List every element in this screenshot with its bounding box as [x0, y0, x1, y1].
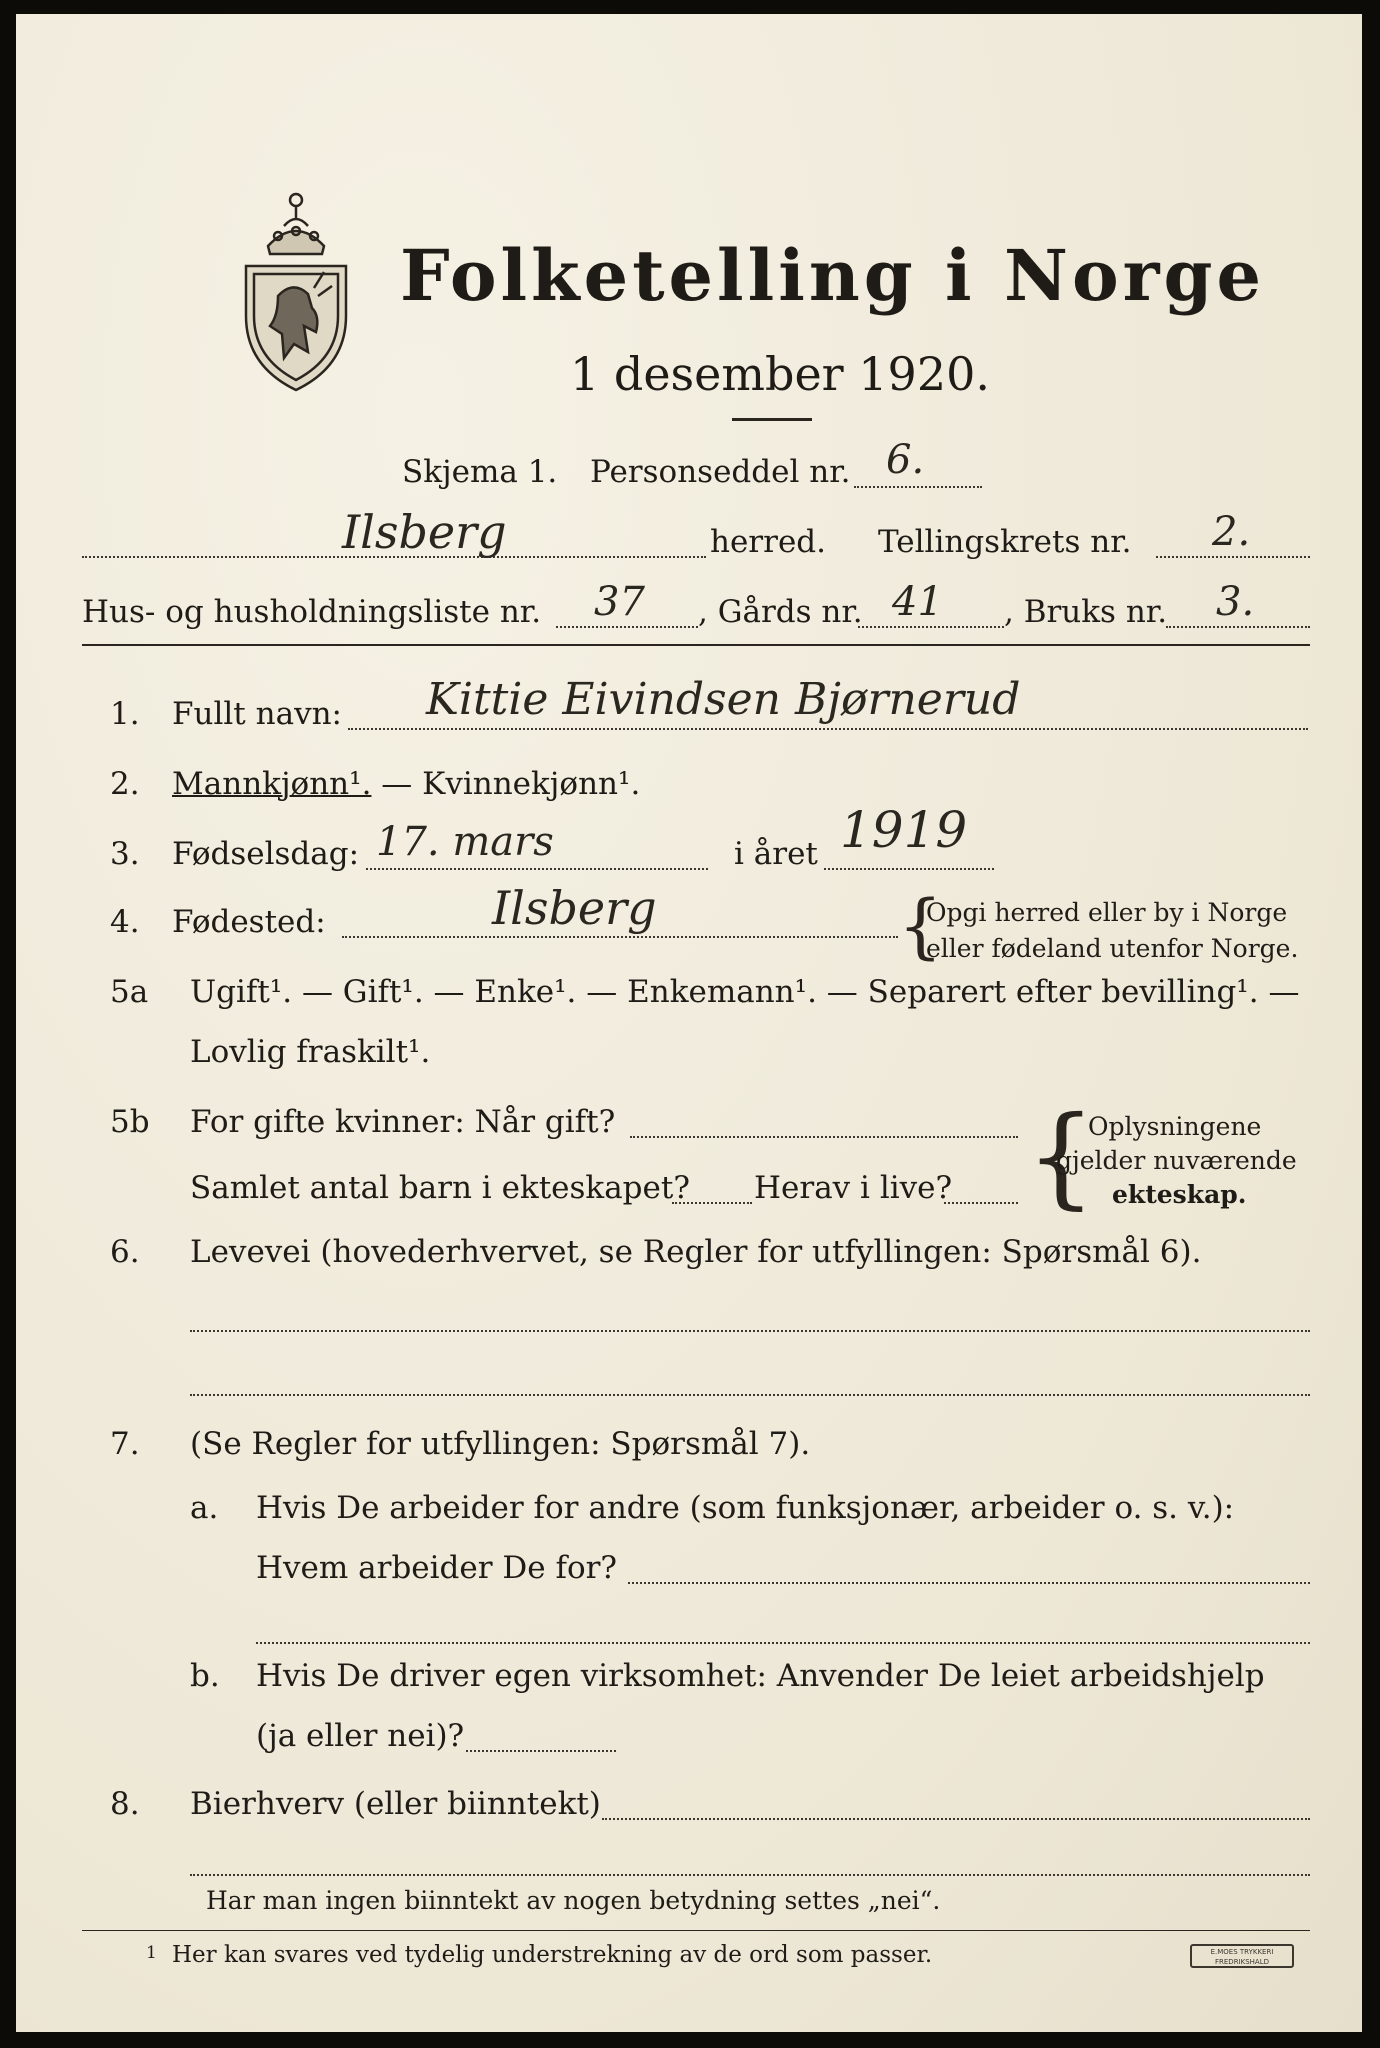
- footnote-text: Her kan svares ved tydelig understrekning av de ord som passer.: [172, 1942, 933, 1968]
- q7a-answer-line2[interactable]: [256, 1642, 1310, 1644]
- q3-value[interactable]: 17. mars: [376, 819, 554, 865]
- q5b-note-brace: {: [1026, 1092, 1096, 1220]
- q5a-options-cont[interactable]: Lovlig fraskilt¹.: [190, 1034, 431, 1070]
- q1-line: [348, 728, 1308, 730]
- coat-of-arms-icon: [238, 176, 354, 396]
- printer-stamp-text: E.MOES TRYKKERI FREDRIKSHALD: [1210, 1948, 1274, 1966]
- tellingskrets-value[interactable]: 2.: [1212, 509, 1251, 555]
- q4-note-line1: Opgi herred eller by i Norge: [926, 898, 1288, 927]
- q6-number: 6.: [110, 1234, 140, 1270]
- q4-value[interactable]: Ilsberg: [492, 881, 657, 935]
- personseddel-line: [854, 486, 982, 488]
- q4-note-brace: {: [898, 885, 943, 967]
- q5b-note-line1: Oplysningene: [1088, 1112, 1262, 1141]
- printer-stamp: [1190, 1944, 1294, 1968]
- q1-label: Fullt navn:: [172, 696, 342, 732]
- title-rule: [732, 418, 812, 421]
- q7a-answer-line[interactable]: [628, 1582, 1310, 1584]
- q6-line1[interactable]: [190, 1330, 1310, 1332]
- header-divider: [82, 644, 1310, 646]
- q3-line: [366, 868, 708, 870]
- q6-line2[interactable]: [190, 1394, 1310, 1396]
- q5b-number: 5b: [110, 1104, 150, 1140]
- q1-number: 1.: [110, 696, 140, 732]
- census-date: 1 desember 1920.: [570, 347, 990, 401]
- q4-label: Fødested:: [172, 904, 326, 940]
- q6-label: Levevei (hovederhvervet, se Regler for utfyllingen: Spørsmål 6).: [190, 1234, 1202, 1270]
- footer-note: Har man ingen biinntekt av nogen betydning settes „nei“.: [206, 1886, 941, 1915]
- q2-male-option[interactable]: Mannkjønn¹.: [172, 766, 372, 802]
- q2-separator: —: [371, 766, 423, 802]
- q7-label: (Se Regler for utfyllingen: Spørsmål 7).: [190, 1426, 811, 1462]
- q4-number: 4.: [110, 904, 140, 940]
- q7b-line2: (ja eller nei)?: [256, 1718, 465, 1754]
- tellingskrets-label: Tellingskrets nr.: [878, 524, 1132, 560]
- q8-label: Bierhverv (eller biinntekt): [190, 1786, 601, 1822]
- herred-label: herred.: [710, 524, 826, 560]
- q5b-married-label: For gifte kvinner: Når gift?: [190, 1104, 616, 1140]
- hus-value[interactable]: 37: [594, 579, 645, 625]
- q2-female-option[interactable]: Kvinnekjønn¹.: [422, 766, 641, 802]
- bruks-value[interactable]: 3.: [1216, 579, 1255, 625]
- q7a-line2: Hvem arbeider De for?: [256, 1550, 618, 1586]
- q3-year-line: [824, 868, 994, 870]
- gards-line: [858, 626, 1004, 628]
- q5b-alive-line: [944, 1202, 1018, 1204]
- q7b-answer-line[interactable]: [466, 1750, 616, 1752]
- q5a-number: 5a: [110, 974, 149, 1010]
- footnote-number: 1: [146, 1943, 157, 1963]
- q3-label: Fødselsdag:: [172, 836, 360, 872]
- q8-answer-line[interactable]: [602, 1818, 1310, 1820]
- gards-value[interactable]: 41: [892, 579, 943, 625]
- bruks-line: [1166, 626, 1310, 628]
- hus-line: [556, 626, 698, 628]
- q7a-line1: Hvis De arbeider for andre (som funksjonær, arbeider o. s. v.):: [256, 1490, 1235, 1526]
- q7b-line1: Hvis De driver egen virksomhet: Anvender De leiet arbeidshjelp: [256, 1658, 1265, 1694]
- hus-label: Hus- og husholdningsliste nr.: [82, 594, 542, 630]
- herred-value[interactable]: Ilsberg: [342, 505, 507, 559]
- q5b-children-label: Samlet antal barn i ekteskapet?: [190, 1170, 690, 1206]
- q5b-alive-label: Herav i live?: [754, 1170, 953, 1206]
- q2-options: [172, 766, 640, 802]
- q2-number: 2.: [110, 766, 140, 802]
- bruks-label: , Bruks nr.: [1004, 594, 1168, 630]
- q3-number: 3.: [110, 836, 140, 872]
- q5b-note-line2: gjelder nuværende: [1056, 1146, 1297, 1175]
- personseddel-value[interactable]: 6.: [886, 437, 925, 483]
- q5b-married-line: [630, 1136, 1018, 1138]
- q1-value[interactable]: Kittie Eivindsen Bjørnerud: [426, 674, 1021, 725]
- census-form: [16, 14, 1362, 2032]
- q7-number: 7.: [110, 1426, 140, 1462]
- q3-year-label: i året: [734, 836, 818, 872]
- q8-answer-line2[interactable]: [190, 1874, 1310, 1876]
- q4-note-line2: eller fødeland utenfor Norge.: [926, 934, 1299, 963]
- q3-year-value[interactable]: 1919: [840, 801, 968, 859]
- q5b-children-line: [672, 1202, 752, 1204]
- q5a-options[interactable]: Ugift¹. — Gift¹. — Enke¹. — Enkemann¹. — Separert efter bevilling¹. —: [190, 974, 1300, 1010]
- gards-label: , Gårds nr.: [698, 594, 863, 630]
- q7b-number: b.: [190, 1658, 220, 1694]
- tellingskrets-line: [1156, 556, 1310, 558]
- form-title: Folketelling i Norge: [400, 234, 1266, 317]
- q7a-number: a.: [190, 1490, 219, 1526]
- q8-number: 8.: [110, 1786, 140, 1822]
- skjema-label: Skjema 1.: [402, 454, 558, 490]
- personseddel-label: Personseddel nr.: [590, 454, 851, 490]
- footnote-rule: [82, 1930, 1310, 1931]
- q5b-note-line3: ekteskap.: [1112, 1180, 1247, 1209]
- q4-line: [342, 936, 898, 938]
